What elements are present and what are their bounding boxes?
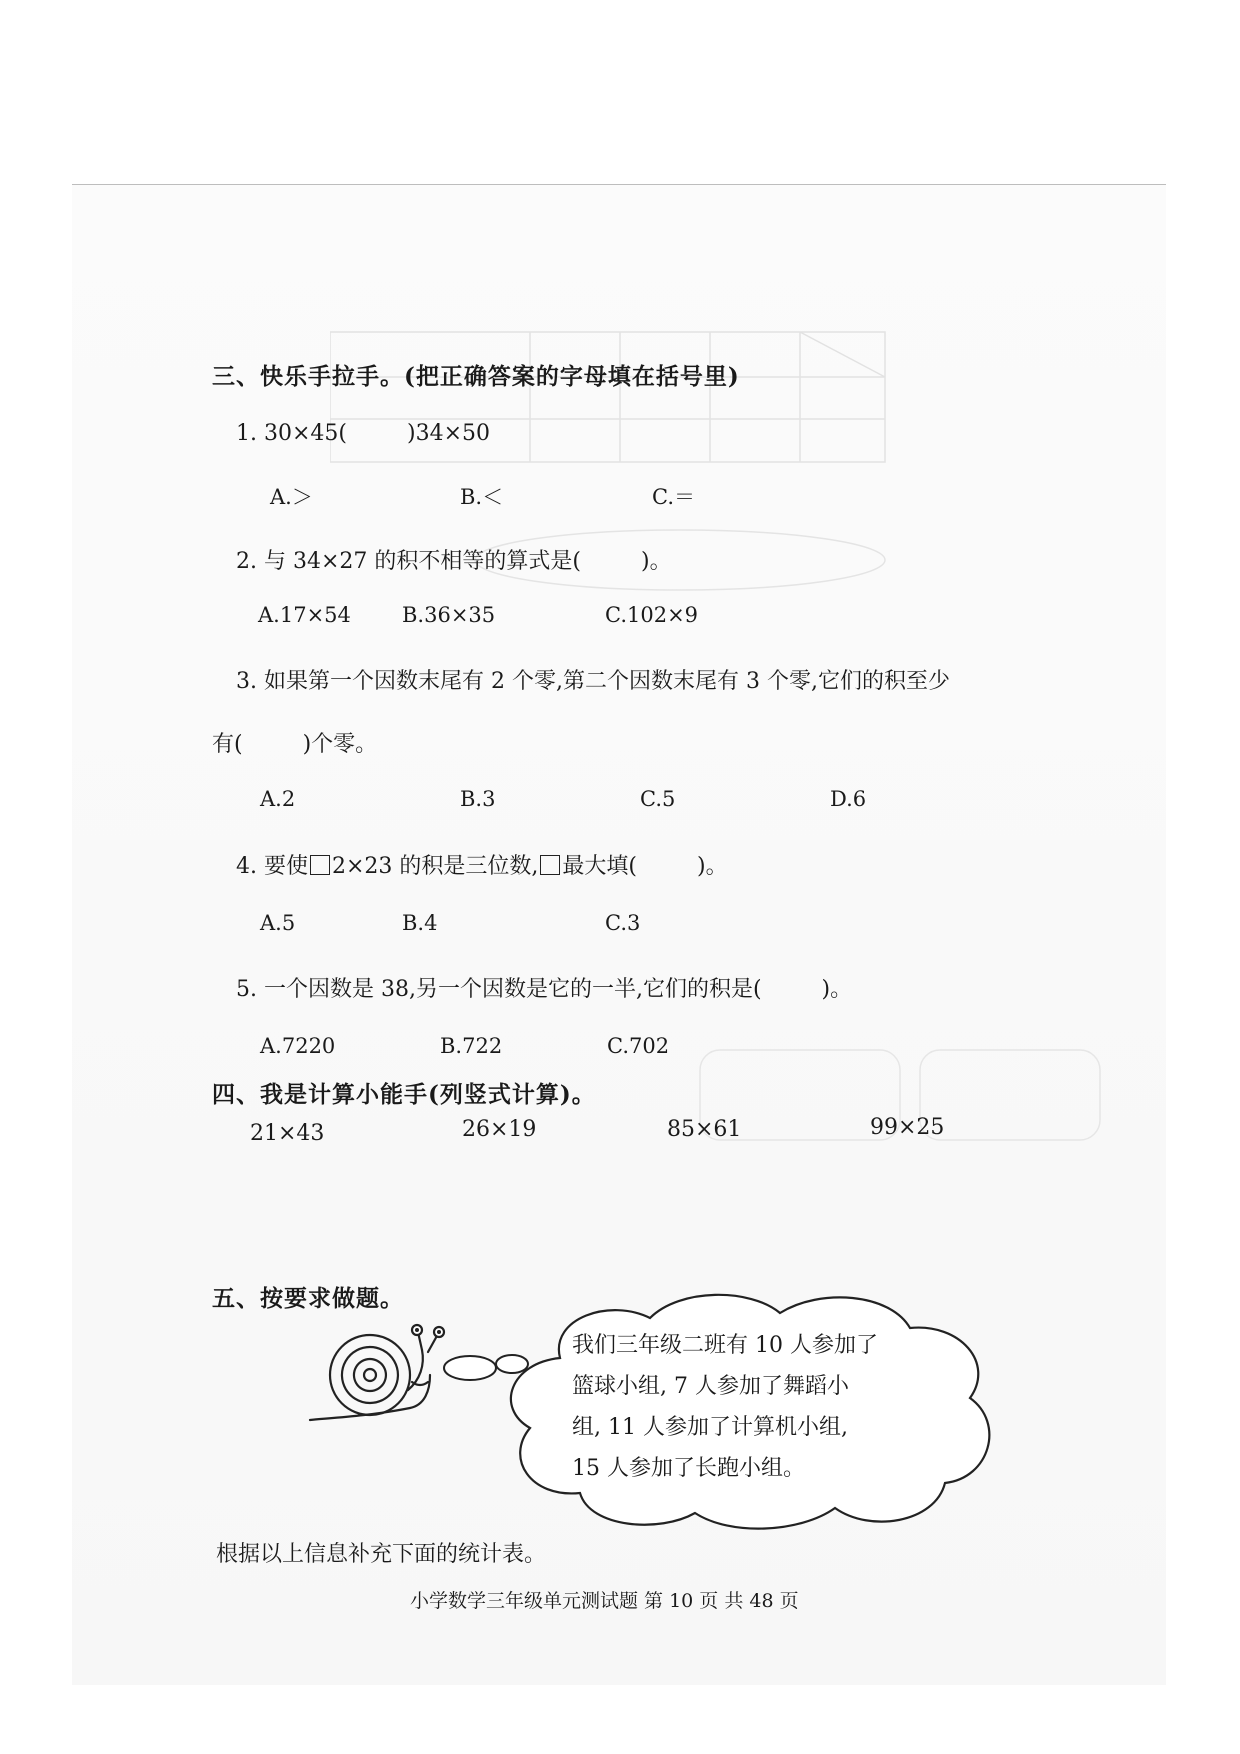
section-5-instruction: 根据以上信息补充下面的统计表。 bbox=[216, 1542, 547, 1567]
q2-option-c[interactable]: C.102×9 bbox=[605, 603, 699, 627]
q3-option-b[interactable]: B.3 bbox=[460, 787, 496, 811]
digit-box-icon bbox=[310, 855, 330, 875]
question-3-line-2 bbox=[212, 727, 377, 758]
question-4 bbox=[236, 849, 728, 880]
q5-option-c[interactable]: C.702 bbox=[607, 1034, 670, 1058]
question-5 bbox=[236, 972, 852, 1003]
section-4-title: 四、我是计算小能手(列竖式计算)。 bbox=[212, 1081, 596, 1108]
q4-option-b[interactable]: B.4 bbox=[402, 911, 438, 935]
question-4-text-b: 2×23 的积是三位数, bbox=[331, 854, 539, 879]
question-2 bbox=[236, 544, 672, 575]
question-1 bbox=[236, 421, 490, 446]
question-3-line-1: 3. 如果第一个因数末尾有 2 个零,第二个因数末尾有 3 个零,它们的积至少 bbox=[236, 669, 950, 694]
question-4-text-a: 4. 要使 bbox=[236, 854, 308, 879]
question-4-text-c: 最大填( bbox=[562, 854, 637, 879]
cloud-line-1: 我们三年级二班有 10 人参加了 bbox=[572, 1333, 878, 1358]
q5-option-b[interactable]: B.722 bbox=[440, 1034, 503, 1058]
cloud-line-3: 组, 11 人参加了计算机小组, bbox=[572, 1415, 848, 1440]
cloud-text bbox=[572, 1325, 878, 1489]
question-3-end: )个零。 bbox=[302, 732, 378, 757]
q4-option-c[interactable]: C.3 bbox=[605, 911, 641, 935]
q5-option-a[interactable]: A.7220 bbox=[260, 1034, 336, 1058]
bleed-through-bubbles bbox=[690, 1040, 1110, 1160]
question-1-left: 30×45( bbox=[264, 421, 348, 446]
calc-problem-2: 26×19 bbox=[462, 1117, 537, 1142]
question-5-text: 5. 一个因数是 38,另一个因数是它的一半,它们的积是( bbox=[236, 977, 762, 1002]
q3-option-d[interactable]: D.6 bbox=[830, 787, 867, 811]
q2-option-b[interactable]: B.36×35 bbox=[402, 603, 496, 627]
question-1-right: )34×50 bbox=[407, 421, 491, 446]
calc-problem-1: 21×43 bbox=[250, 1121, 325, 1146]
q1-option-b[interactable]: B.＜ bbox=[460, 485, 504, 509]
q4-option-a[interactable]: A.5 bbox=[260, 911, 296, 935]
q3-option-c[interactable]: C.5 bbox=[640, 787, 676, 811]
calc-problem-3: 85×61 bbox=[667, 1117, 742, 1142]
question-2-end: )。 bbox=[640, 549, 672, 574]
bleed-through-table bbox=[330, 322, 890, 472]
q1-option-a[interactable]: A.＞ bbox=[270, 485, 313, 509]
digit-box-icon bbox=[540, 855, 560, 875]
q1-option-c[interactable]: C.＝ bbox=[652, 485, 695, 509]
page-footer: 小学数学三年级单元测试题 第 10 页 共 48 页 bbox=[410, 1590, 799, 1612]
section-3-title: 三、快乐手拉手。(把正确答案的字母填在括号里) bbox=[212, 363, 740, 390]
q3-option-a[interactable]: A.2 bbox=[260, 787, 296, 811]
question-4-end: )。 bbox=[697, 854, 728, 879]
question-3-text: 有( bbox=[212, 732, 243, 757]
question-2-text: 2. 与 34×27 的积不相等的算式是( bbox=[236, 549, 581, 574]
question-1-number: 1. bbox=[236, 421, 257, 446]
question-5-end: )。 bbox=[821, 977, 853, 1002]
cloud-line-4: 15 人参加了长跑小组。 bbox=[572, 1456, 805, 1481]
q2-option-a[interactable]: A.17×54 bbox=[258, 603, 351, 627]
cloud-line-2: 篮球小组, 7 人参加了舞蹈小 bbox=[572, 1374, 849, 1399]
section-5-title: 五、按要求做题。 bbox=[212, 1285, 404, 1312]
calc-problem-4: 99×25 bbox=[870, 1115, 945, 1140]
